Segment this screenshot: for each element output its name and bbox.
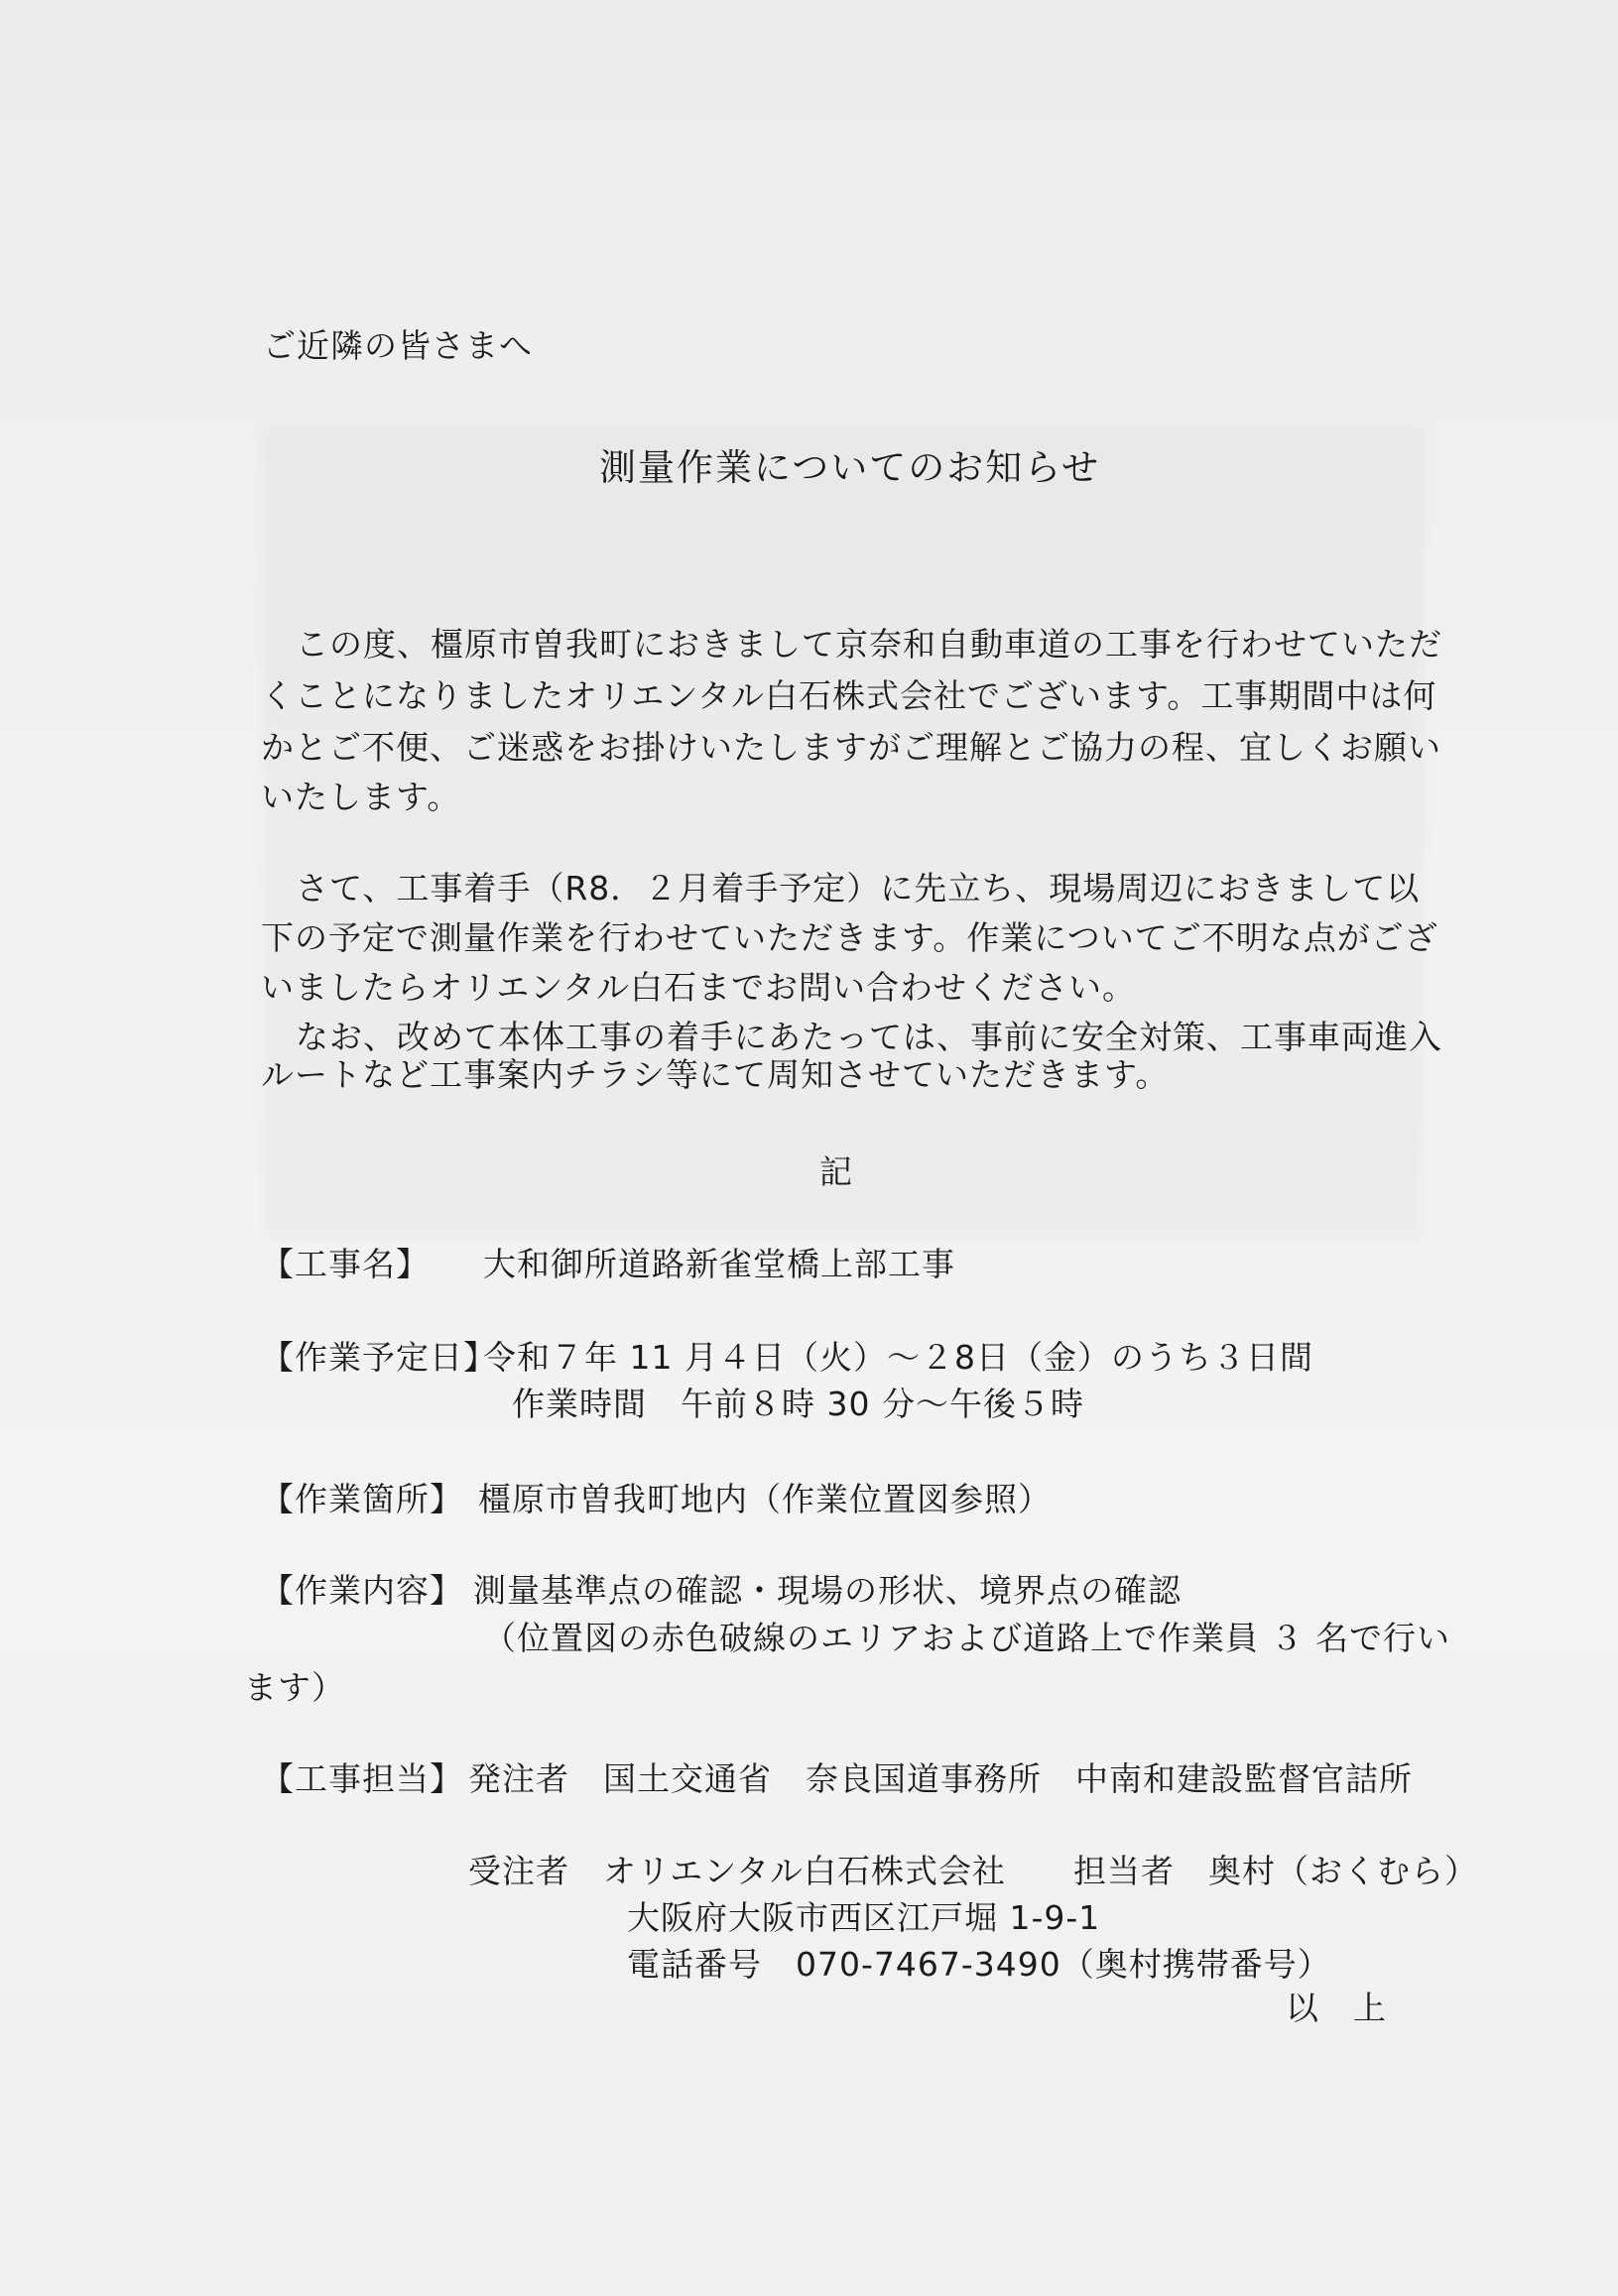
date-label: 【作業予定日】 — [261, 1338, 497, 1377]
project-label: 【工事名】 — [261, 1245, 430, 1283]
time-value: 作業時間 午前８時 30 分～午後５時 — [512, 1385, 1084, 1423]
para1-line3: かとご不便、ご迷惑をお掛けいたしますがご理解とご協力の程、宜しくお願い — [261, 728, 1441, 767]
contact-label: 【工事担当】 — [261, 1759, 463, 1798]
para1-line2: くことになりましたオリエンタル白石株式会社でございます。工事期間中は何 — [261, 676, 1437, 715]
closing: 以 上 — [1286, 1989, 1387, 2027]
contractor: 受注者 オリエンタル白石株式会社 担当者 奥村（おくむら） — [468, 1852, 1479, 1890]
para2-line4: なお、改めて本体工事の着手にあたっては、事前に安全対策、工事車両進入 — [296, 1018, 1442, 1056]
para1-line1: この度、橿原市曽我町におきまして京奈和自動車道の工事を行わせていただ — [296, 625, 1442, 664]
content-value: 測量基準点の確認・現場の形状、境界点の確認 — [473, 1571, 1182, 1610]
para1-line4: いたします。 — [261, 778, 461, 816]
para2-line3: いましたらオリエンタル白石までお問い合わせください。 — [261, 968, 1137, 1007]
place-value: 橿原市曽我町地内（作業位置図参照） — [478, 1480, 1052, 1518]
para2-line2: 下の予定で測量作業を行わせていただきます。作業についてご不明な点がござ — [261, 918, 1438, 957]
salutation: ご近隣の皆さまへ — [263, 326, 533, 365]
notice-title: 測量作業についてのお知らせ — [599, 446, 1101, 489]
content-note-line2: ます） — [244, 1668, 345, 1707]
para2-line5: ルートなど工事案内チラシ等にて周知させていただきます。 — [261, 1055, 1170, 1094]
ki-mark: 記 — [819, 1152, 853, 1191]
address: 大阪府大阪市西区江戸堀 1-9-1 — [627, 1898, 1101, 1937]
place-label: 【作業箇所】 — [261, 1480, 463, 1518]
para2-line1: さて、工事着手（R8．２月着手予定）に先立ち、現場周辺におきまして以 — [296, 869, 1421, 907]
phone: 電話番号 070-7467-3490（奥村携帯番号） — [627, 1945, 1331, 1984]
show-through-shadow — [263, 426, 1424, 1240]
date-value: 令和７年 11 月４日（火）～２8日（金）のうち３日間 — [483, 1338, 1313, 1377]
content-note-line1: （位置図の赤色破線のエリアおよび道路上で作業員 ３ 名で行い — [483, 1619, 1450, 1657]
content-label: 【作業内容】 — [261, 1571, 463, 1610]
orderer: 発注者 国土交通省 奈良国道事務所 中南和建設監督官詰所 — [468, 1759, 1413, 1798]
project-value: 大和御所道路新雀堂橋上部工事 — [483, 1245, 955, 1283]
